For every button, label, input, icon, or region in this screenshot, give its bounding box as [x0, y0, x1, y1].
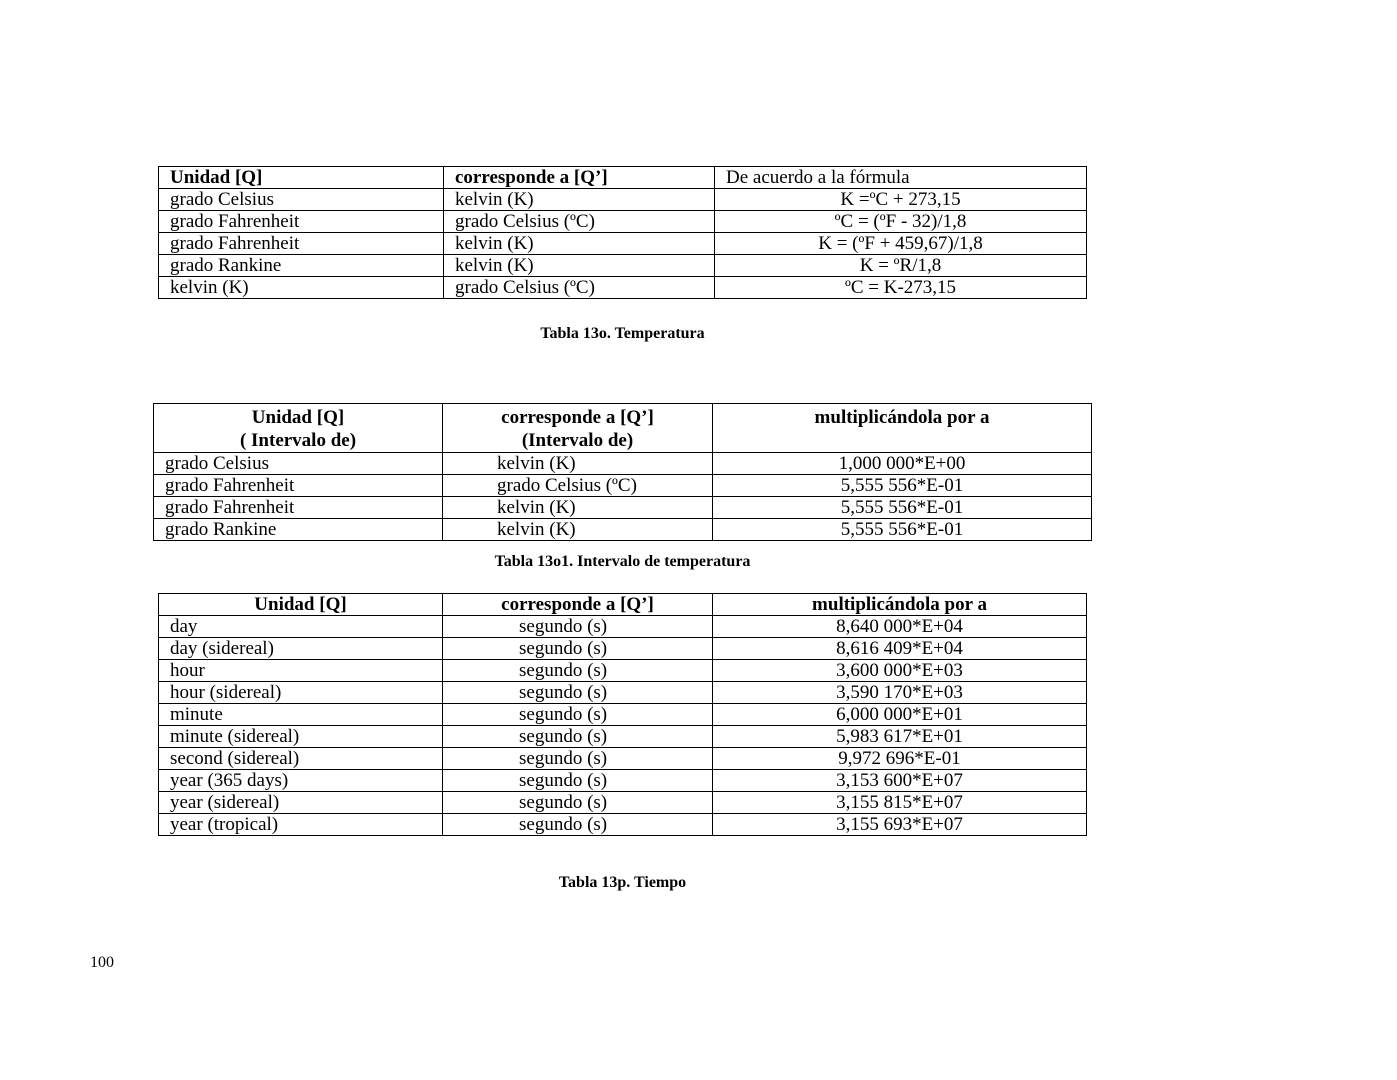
unit-cell: grado Fahrenheit — [159, 211, 444, 233]
table-header-row — [154, 404, 1092, 453]
unit-cell: minute — [159, 704, 443, 726]
unit-cell: grado Celsius — [154, 453, 443, 475]
header-line: (Intervalo de) — [521, 430, 634, 451]
target-cell: segundo (s) — [443, 660, 713, 682]
unit-cell: grado Rankine — [154, 519, 443, 541]
target-cell: kelvin (K) — [443, 519, 713, 541]
table-row — [159, 277, 1087, 299]
table-row — [159, 704, 1087, 726]
target-cell: kelvin (K) — [443, 453, 713, 475]
factor-cell: 1,000 000*E+00 — [713, 453, 1092, 475]
unit-cell: year (tropical) — [159, 814, 443, 836]
target-cell: kelvin (K) — [444, 189, 715, 211]
target-cell: segundo (s) — [443, 814, 713, 836]
table-row — [159, 233, 1087, 255]
table-row — [159, 726, 1087, 748]
temperature-table — [158, 166, 1087, 299]
unit-cell: minute (sidereal) — [159, 726, 443, 748]
table-row — [159, 255, 1087, 277]
target-cell: segundo (s) — [443, 726, 713, 748]
unit-cell: year (365 days) — [159, 770, 443, 792]
factor-cell: 5,555 556*E-01 — [713, 519, 1092, 541]
target-cell: segundo (s) — [443, 792, 713, 814]
target-cell: grado Celsius (ºC) — [443, 475, 713, 497]
target-cell: grado Celsius (ºC) — [444, 211, 715, 233]
column-header: Unidad [Q] — [159, 594, 443, 616]
target-cell: segundo (s) — [443, 748, 713, 770]
table-header-row — [159, 167, 1087, 189]
header-line: ( Intervalo de) — [239, 430, 357, 451]
factor-cell: 8,616 409*E+04 — [713, 638, 1087, 660]
table-row — [159, 748, 1087, 770]
target-cell: segundo (s) — [443, 704, 713, 726]
column-header — [443, 404, 713, 453]
table-row — [159, 660, 1087, 682]
temperature-interval-table — [153, 403, 1092, 541]
factor-cell: 3,590 170*E+03 — [713, 682, 1087, 704]
target-cell: grado Celsius (ºC) — [444, 277, 715, 299]
unit-cell: day (sidereal) — [159, 638, 443, 660]
unit-cell: day — [159, 616, 443, 638]
header-line: multiplicándola por a — [814, 407, 990, 428]
target-cell: segundo (s) — [443, 616, 713, 638]
factor-cell: 8,640 000*E+04 — [713, 616, 1087, 638]
table-row — [159, 211, 1087, 233]
unit-cell: kelvin (K) — [159, 277, 444, 299]
column-header: corresponde a [Q’] — [443, 594, 713, 616]
table-row — [159, 770, 1087, 792]
factor-cell: 9,972 696*E-01 — [713, 748, 1087, 770]
time-table — [158, 593, 1087, 836]
target-cell: kelvin (K) — [444, 233, 715, 255]
formula-cell: K =ºC + 273,15 — [715, 189, 1087, 211]
table-row — [154, 475, 1092, 497]
factor-cell: 3,155 693*E+07 — [713, 814, 1087, 836]
table-row — [159, 189, 1087, 211]
column-header: corresponde a [Q’] — [444, 167, 715, 189]
table-caption: Tabla 13o. Temperatura — [540, 325, 705, 342]
unit-cell: grado Rankine — [159, 255, 444, 277]
factor-cell: 3,155 815*E+07 — [713, 792, 1087, 814]
table-header-row — [159, 594, 1087, 616]
column-header — [154, 404, 443, 453]
factor-cell: 3,153 600*E+07 — [713, 770, 1087, 792]
table-row — [159, 792, 1087, 814]
table-caption: Tabla 13p. Tiempo — [558, 874, 687, 891]
unit-cell: grado Fahrenheit — [154, 475, 443, 497]
factor-cell: 5,555 556*E-01 — [713, 497, 1092, 519]
unit-cell: grado Fahrenheit — [154, 497, 443, 519]
header-line: corresponde a [Q’] — [501, 407, 654, 428]
header-line: Unidad [Q] — [251, 407, 345, 428]
column-header — [713, 404, 1092, 453]
factor-cell: 5,555 556*E-01 — [713, 475, 1092, 497]
target-cell: segundo (s) — [443, 770, 713, 792]
target-cell: kelvin (K) — [444, 255, 715, 277]
formula-cell: ºC = K-273,15 — [715, 277, 1087, 299]
table-row — [159, 638, 1087, 660]
column-header: Unidad [Q] — [159, 167, 444, 189]
formula-cell: K = ºR/1,8 — [715, 255, 1087, 277]
factor-cell: 3,600 000*E+03 — [713, 660, 1087, 682]
formula-cell: K = (ºF + 459,67)/1,8 — [715, 233, 1087, 255]
unit-cell: grado Fahrenheit — [159, 233, 444, 255]
unit-cell: hour — [159, 660, 443, 682]
unit-cell: hour (sidereal) — [159, 682, 443, 704]
table-row — [154, 519, 1092, 541]
unit-cell: grado Celsius — [159, 189, 444, 211]
table-row — [159, 814, 1087, 836]
factor-cell: 5,983 617*E+01 — [713, 726, 1087, 748]
target-cell: segundo (s) — [443, 638, 713, 660]
unit-cell: year (sidereal) — [159, 792, 443, 814]
target-cell: kelvin (K) — [443, 497, 713, 519]
table-caption: Tabla 13o1. Intervalo de temperatura — [494, 553, 751, 570]
table-row — [159, 682, 1087, 704]
column-header: De acuerdo a la fórmula — [715, 167, 1087, 189]
table-row — [154, 453, 1092, 475]
table-row — [154, 497, 1092, 519]
formula-cell: ºC = (ºF - 32)/1,8 — [715, 211, 1087, 233]
factor-cell: 6,000 000*E+01 — [713, 704, 1087, 726]
column-header: multiplicándola por a — [713, 594, 1087, 616]
target-cell: segundo (s) — [443, 682, 713, 704]
table-row — [159, 616, 1087, 638]
unit-cell: second (sidereal) — [159, 748, 443, 770]
page-number: 100 — [90, 954, 114, 971]
